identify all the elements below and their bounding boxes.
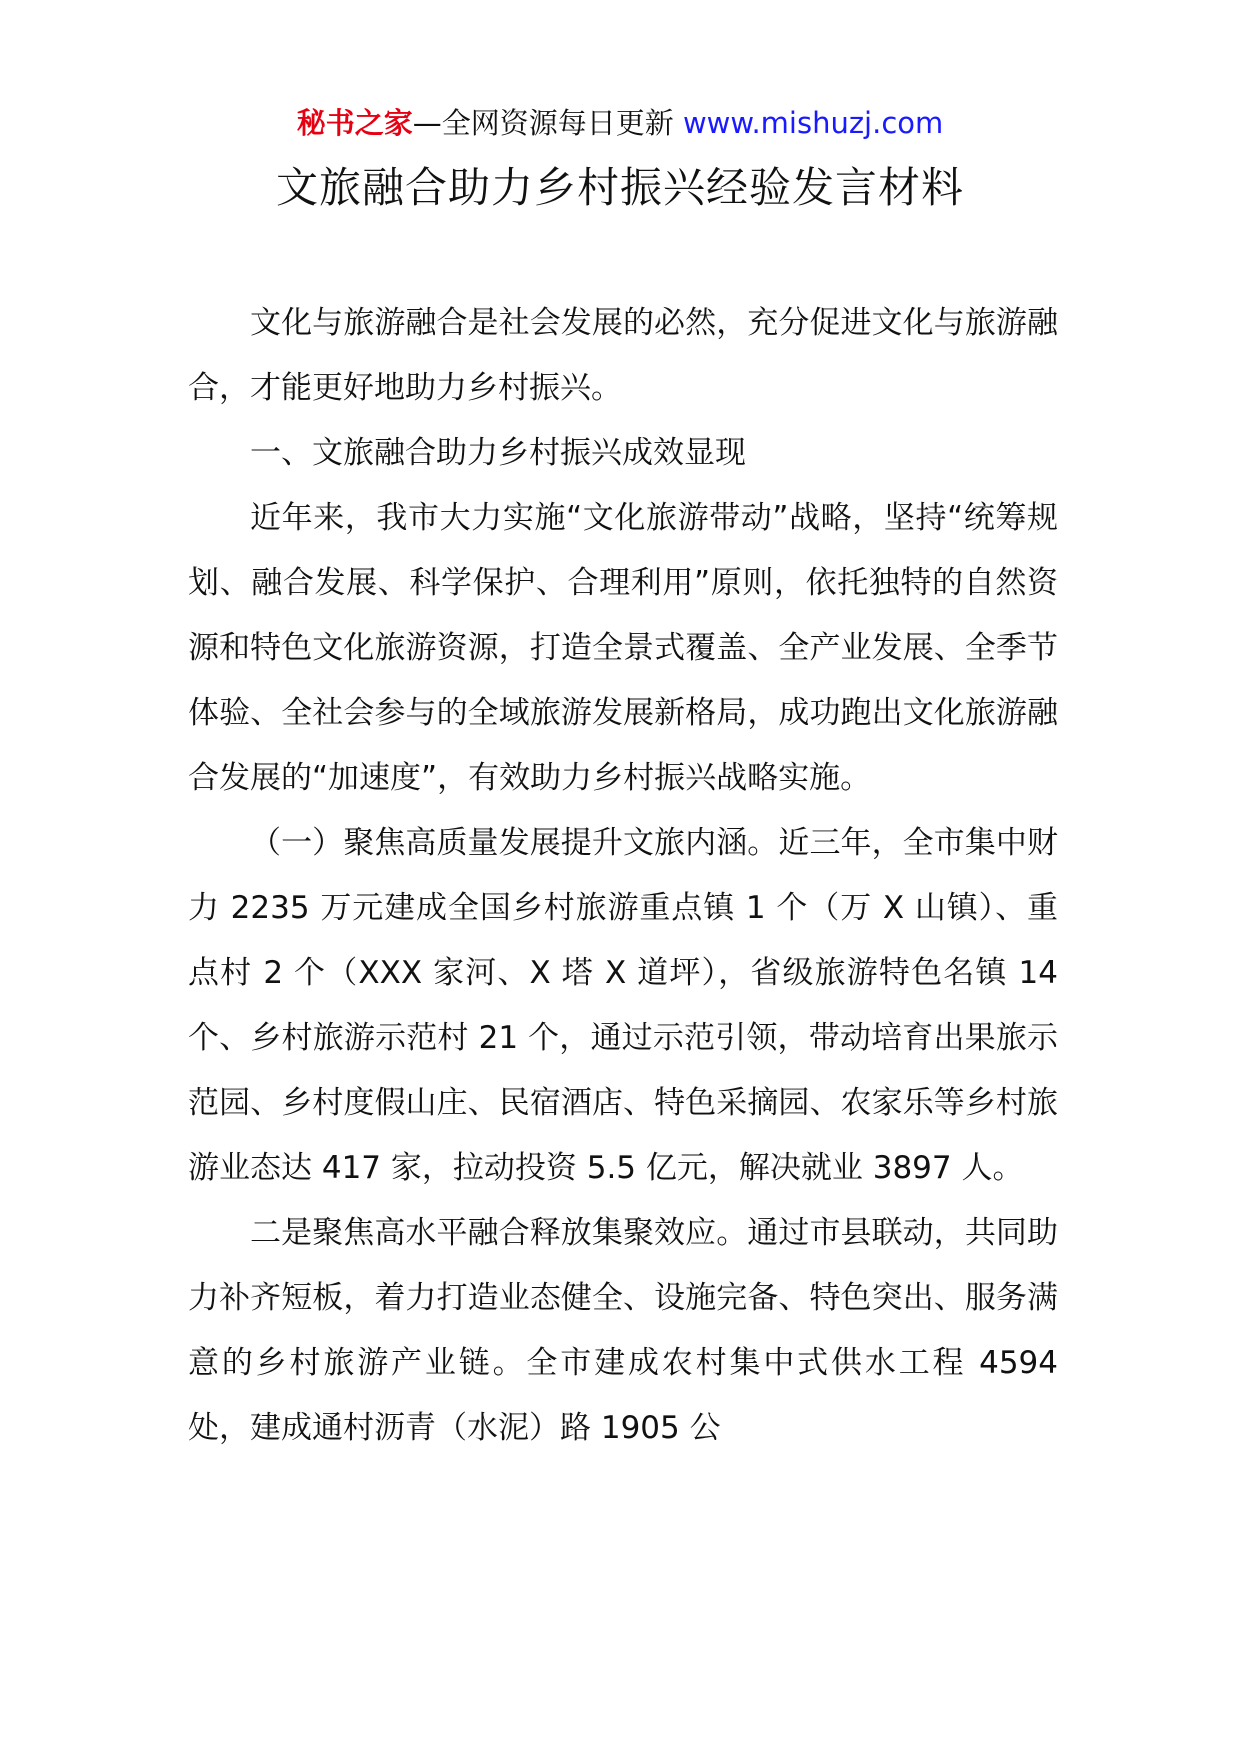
site-banner	[0, 103, 1240, 143]
brand-name: 秘书之家	[296, 106, 413, 140]
document-title: 文旅融合助力乡村振兴经验发言材料	[275, 163, 964, 212]
section-heading-1: 一、文旅融合助力乡村振兴成效显现	[250, 435, 746, 471]
banner-tagline: —全网资源每日更新	[412, 106, 674, 140]
document-body	[188, 291, 1058, 1461]
paragraph-point-1: （一）聚焦高质量发展提升文旅内涵。近三年，全市集中财力 2235 万元建成全国乡村旅游重点镇 1 个（万 X 山镇）、重点村 2 个（XXX 家河、X 塔 X 道坪），省级旅游特色名镇 14 个、乡村旅游示范村 21 个，通过示范引领，带动培育出果旅示范园、乡村度假山庄、民宿酒店、特色采摘园、农家乐等乡村旅游业态达 417 家，拉动投资 5.5 亿元，解决就业 3897 人。	[188, 825, 1058, 1186]
paragraph-point-2: 二是聚焦高水平融合释放集聚效应。通过市县联动，共同助力补齐短板，着力打造业态健全、设施完备、特色突出、服务满意的乡村旅游产业链。全市建成农村集中式供水工程 4594 处，建成通村沥青（水泥）路 1905 公	[188, 1215, 1058, 1446]
site-url-link[interactable]: www.mishuzj.com	[682, 106, 944, 140]
paragraph-intro: 文化与旅游融合是社会发展的必然，充分促进文化与旅游融合，才能更好地助力乡村振兴。	[188, 305, 1058, 406]
paragraph-overview: 近年来，我市大力实施“文化旅游带动”战略，坚持“统筹规划、融合发展、科学保护、合理利用”原则，依托独特的自然资源和特色文化旅游资源，打造全景式覆盖、全产业发展、全季节体验、全社会参与的全域旅游发展新格局，成功跑出文化旅游融合发展的“加速度”，有效助力乡村振兴战略实施。	[188, 500, 1058, 796]
